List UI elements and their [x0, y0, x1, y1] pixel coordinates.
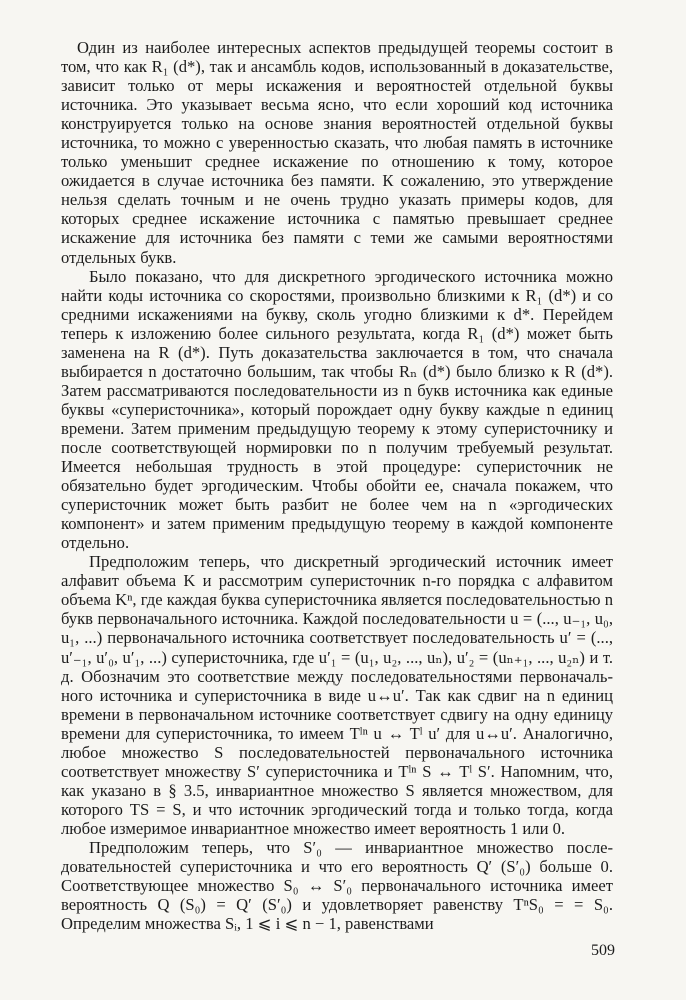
page-body: [61, 38, 613, 933]
paragraph-2: Было показано, что для дискретного эргодического источника можно найти коды источника со скоростями, произвольно близкими к R₁ (d*) и со средними искажениями на букву, сколь угодно близкими к d*. Перейдем теперь к изложению более сильного результата, когда R₁ (d*) может быть заменена на R (d*). Путь доказательства заключается в том, что сначала выбирается n достаточно большим, так чтобы Rₙ (d*) было близко к R (d*). Затем рассматриваются последовательности из n букв источника как единые буквы «суперисточника», который порождает одну букву каждые n единиц времени. Затем применим предыдущую теорему к этому суперисточнику и после соответствующей нормировки по n получим требуемый результат. Имеется небольшая трудность в этой процедуре: суперисточник не обязательно будет эргодическим. Чтобы обойти ее, сначала покажем, что суперисточник может быть разбит не более чем на n «эргодических компонент» и затем применим предыдущую теорему в каждой компоненте отдельно.: [61, 266, 613, 553]
page-number: 509: [591, 942, 615, 959]
paragraph-4: Предположим теперь, что S′₀ — инвариантное множество последовательностей суперисточника и что его вероятность Q′ (S′₀) больше 0. Соответствующее множество S₀ ↔ S′₀ первоначального источника имеет вероятность Q (S₀) = Q′ (S′₀) и удовлетворяет равенству TⁿS₀ = = S₀. Определим множества Sᵢ, 1 ⩽ i ⩽ n − 1, равенствами: [61, 837, 613, 934]
paragraph-3: Предположим теперь, что дискретный эргодический источник имеет алфавит объема K и рассмотрим суперисточник n-го порядка с алфавитом объема Kⁿ, где каждая буква суперисточника является последовательностью n букв первоначального источника. Каждой последовательности u = (..., u₋₁, u₀, u₁, ...) первоначального источника соответствует последовательность u′ = (..., u′₋₁, u′₀, u′₁, ...) суперисточника, где u′₁ = (u₁, u₂, ..., uₙ), u′₂ = (uₙ₊₁, ..., u₂ₙ) и т. д. Обозначим это соответствие между последовательностями первоначального источника и суперисточника в виде u↔u′. Так как сдвиг на n единиц времени в первоначальном источнике соответствует сдвигу на одну единицу времени для суперисточника, то имеем Tˡⁿ u ↔ Tˡ u′ для u↔u′. Аналогично, любое множество S последовательностей первоначального источника соответствует множеству S′ суперисточника и Tˡⁿ S ↔ Tˡ S′. Напомним, что, как указано в § 3.5, инвариантное множество S является множеством, для которого TS = S, и что источник эргодический тогда и только тогда, когда любое измеримое инвариантное множество имеет вероятность 1 или 0.: [61, 552, 613, 838]
paragraph-1: Один из наиболее интересных аспектов предыдущей теоремы состоит в том, что как R₁ (d*), так и ансамбль кодов, использованный в доказательстве, зависит только от меры искажения и вероятностей отдельной буквы источника. Это указывает весьма ясно, что если хороший код источника конструируется только на основе знания вероятностей отдельной буквы источника, то можно с уверенностью сказать, что любая память в источнике только уменьшит среднее искажение по отношению к тому, которое ожидается в случае источника без памяти. К сожалению, это утверждение нельзя сделать точным и не очень трудно указать примеры кодов, для которых среднее искажение источника с памятью превышает среднее искажение для источника без памяти с теми же самыми вероятностями отдельных букв.: [61, 38, 613, 267]
